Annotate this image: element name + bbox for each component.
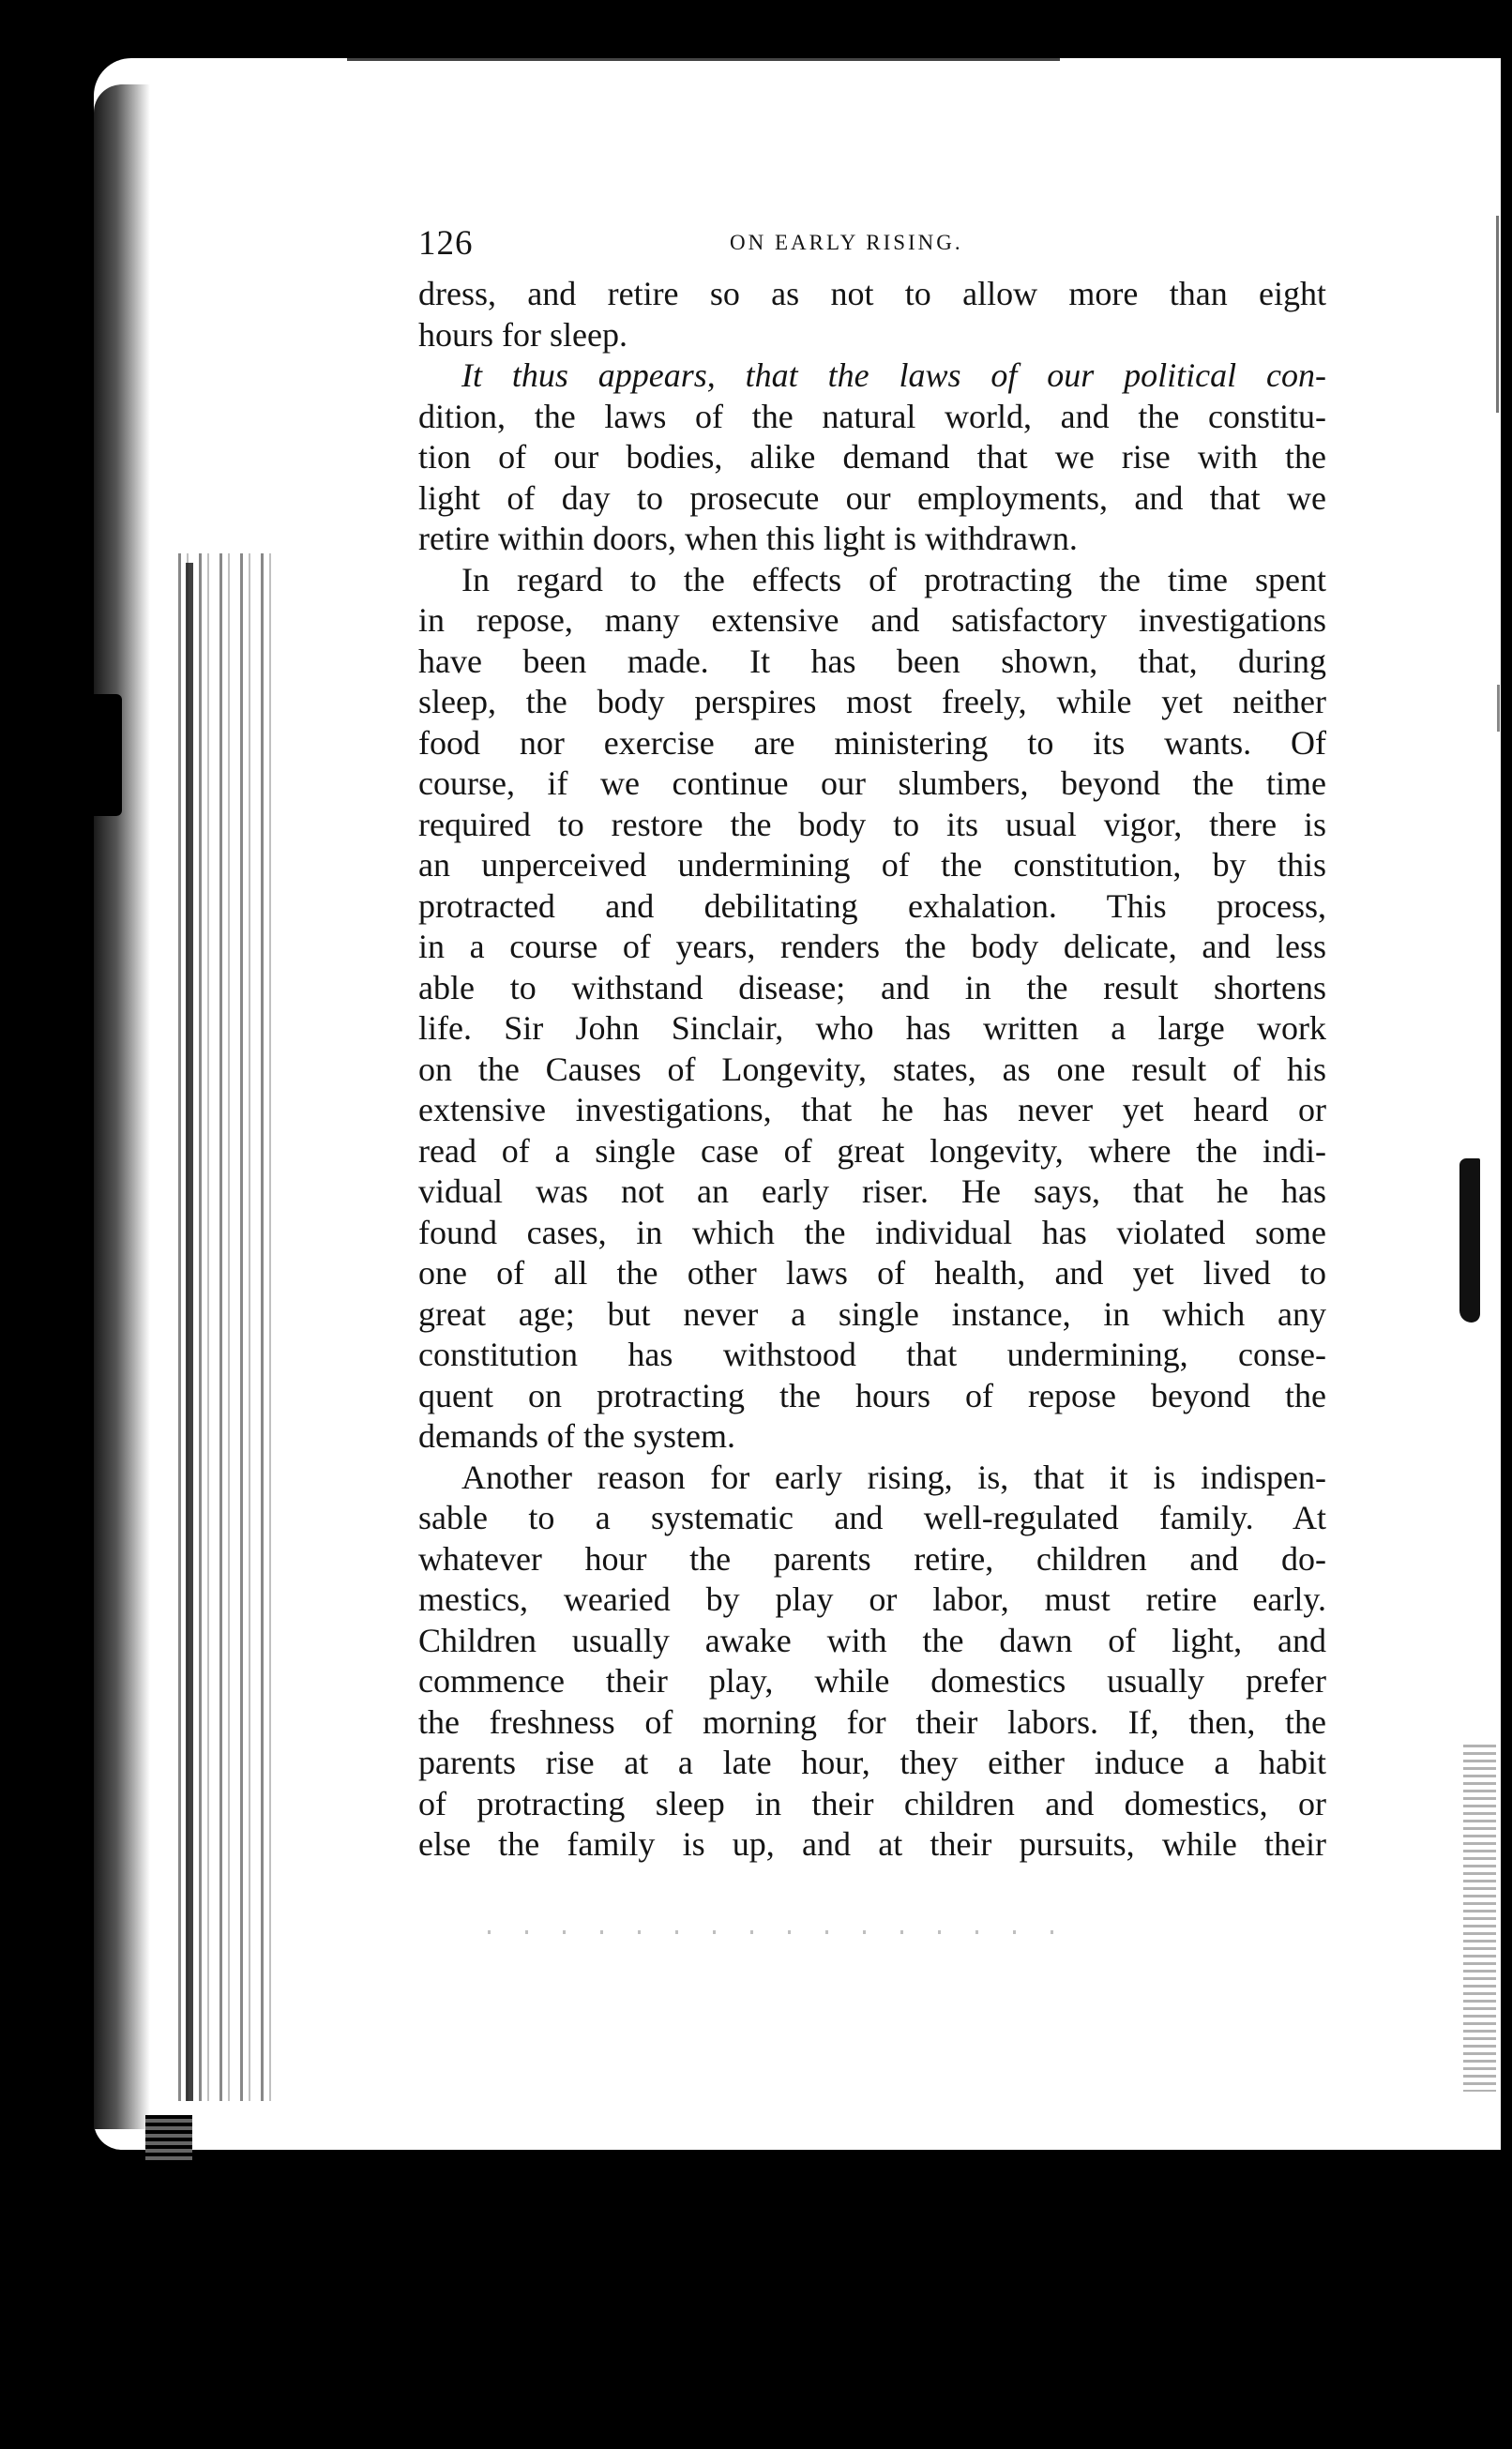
text-line: extensive investigations, that he has never yet heard or bbox=[418, 1091, 1326, 1128]
page-text bbox=[418, 218, 1326, 1866]
running-head bbox=[418, 218, 1326, 274]
text-line: quent on protracting the hours of repose beyond the bbox=[418, 1376, 1326, 1414]
bottom-corner-blot bbox=[145, 2115, 192, 2162]
text-line: of protracting sleep in their children and domestics, or bbox=[418, 1784, 1326, 1822]
right-edge-mark bbox=[1496, 216, 1499, 413]
text-line: life. Sir John Sinclair, who has written a large work bbox=[418, 1009, 1326, 1047]
text-line: able to withstand disease; and in the result shortens bbox=[418, 968, 1326, 1006]
text-line: parents rise at a late hour, they either induce a habit bbox=[418, 1744, 1326, 1781]
text-line: whatever hour the parents retire, children and do- bbox=[418, 1539, 1326, 1578]
text-line: one of all the other laws of health, and yet lived to bbox=[418, 1254, 1326, 1292]
text-line: else the family is up, and at their pursuits, while their bbox=[418, 1825, 1326, 1863]
text-line: It thus appears, that the laws of our political con- bbox=[461, 356, 1326, 394]
text-line: hours for sleep. bbox=[418, 315, 627, 354]
text-line: in repose, many extensive and satisfactory investigations bbox=[418, 601, 1326, 639]
text-line: on the Causes of Longevity, states, as one result of his bbox=[418, 1050, 1326, 1088]
text-line: mestics, wearied by play or labor, must retire early. bbox=[418, 1580, 1326, 1618]
body-text bbox=[418, 274, 1326, 1866]
page-number: 126 bbox=[418, 224, 474, 263]
text-line: the freshness of morning for their labors. If, then, the bbox=[418, 1702, 1326, 1741]
text-line: commence their play, while domestics usually prefer bbox=[418, 1662, 1326, 1700]
text-line: dress, and retire so as not to allow more than eight bbox=[418, 275, 1326, 312]
text-line: tion of our bodies, alike demand that we rise with the bbox=[418, 438, 1326, 476]
text-line: sleep, the body perspires most freely, while yet neither bbox=[418, 683, 1326, 720]
text-line: required to restore the body to its usual vigor, there is bbox=[418, 805, 1326, 843]
text-line: protracted and debilitating exhalation. This process, bbox=[418, 886, 1326, 925]
text-line: sable to a systematic and well-regulated family. At bbox=[418, 1499, 1326, 1536]
binding-gutter-line bbox=[186, 563, 193, 2101]
text-line: light of day to prosecute our employments, and that we bbox=[418, 478, 1326, 517]
text-line: Children usually awake with the dawn of light, and bbox=[418, 1621, 1326, 1659]
running-title: ON EARLY RISING. bbox=[730, 231, 963, 254]
scan-specks bbox=[488, 1930, 1088, 1934]
binding-gutter-streaks bbox=[178, 553, 281, 2101]
right-edge-scuff bbox=[1463, 1745, 1496, 2092]
text-line: found cases, in which the individual has violated some bbox=[418, 1213, 1326, 1251]
text-line: In regard to the effects of protracting the time spent bbox=[461, 560, 1326, 598]
text-line: an unperceived undermining of the constitution, by this bbox=[418, 846, 1326, 884]
text-line: dition, the laws of the natural world, and the constitu- bbox=[418, 397, 1326, 435]
right-edge-mark bbox=[1497, 685, 1500, 732]
text-line: have been made. It has been shown, that, during bbox=[418, 642, 1326, 680]
text-line: demands of the system. bbox=[418, 1417, 735, 1455]
top-edge-rule bbox=[347, 58, 1060, 61]
right-edge-blot bbox=[1459, 1158, 1480, 1323]
text-line: great age; but never a single instance, in which any bbox=[418, 1294, 1326, 1333]
text-line: read of a single case of great longevity, where the indi- bbox=[418, 1131, 1326, 1170]
text-line: constitution has withstood that undermining, conse- bbox=[418, 1336, 1326, 1373]
text-line: food nor exercise are ministering to its wants. Of bbox=[418, 723, 1326, 762]
text-line: retire within doors, when this light is withdrawn. bbox=[418, 520, 1078, 557]
text-line: in a course of years, renders the body delicate, and less bbox=[418, 928, 1326, 965]
text-line: vidual was not an early riser. He says, that he has bbox=[418, 1172, 1326, 1210]
text-line: course, if we continue our slumbers, beyond the time bbox=[418, 764, 1326, 802]
left-edge-blot bbox=[84, 694, 122, 816]
text-line: Another reason for early rising, is, that it is indispen- bbox=[461, 1458, 1326, 1496]
binding-gutter-shadow bbox=[94, 84, 150, 2129]
